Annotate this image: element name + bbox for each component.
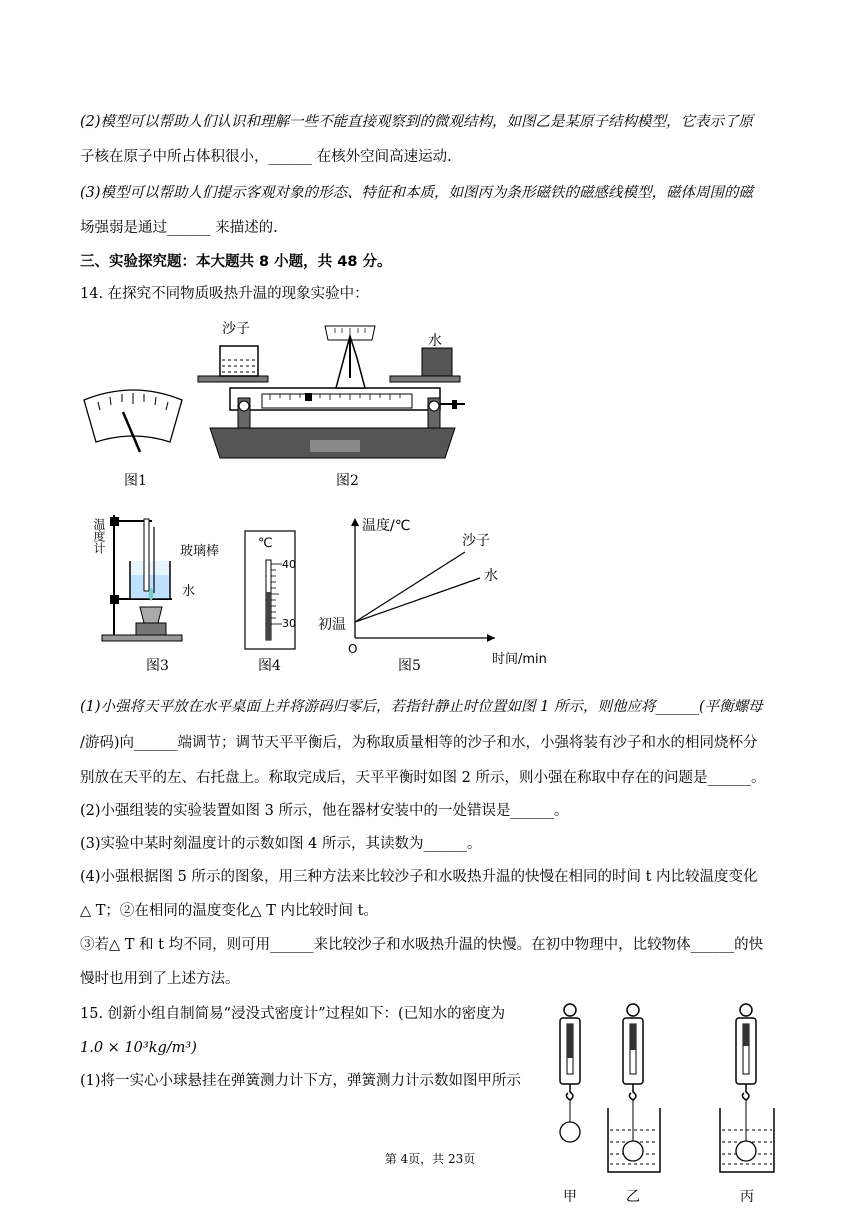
q14-title: 14. 在探究不同物质吸热升温的现象实验中：	[80, 286, 369, 302]
scale-yi	[608, 1004, 660, 1172]
q14-part4-line1: (4)小强根据图 5 所示的图象，用三种方法来比较沙子和水吸热升温的快慢在相同的时间 t 内比较温度变化	[80, 869, 758, 885]
scale-jia	[560, 1004, 580, 1142]
figure-3-water-label: 水	[182, 584, 196, 599]
figure-2-caption: 图2	[336, 473, 359, 489]
figure-1-caption: 图1	[124, 473, 147, 489]
q14-part1-line1: (1)小强将天平放在水平桌面上并将游码归零后，若指针静止时位置如图 1 所示，则他应将______(平衡螺母	[80, 699, 763, 715]
figure-spring-scales	[548, 996, 788, 1176]
q13-part2-line2: 子核在原子中所占体积很小，______ 在核外空间高速运动.	[80, 149, 452, 165]
figure-5-sand-label: 沙子	[462, 533, 490, 549]
q14-part1-line2: /游码)向______端调节；调节天平平衡后，为称取质量相等的沙子和水，小强将装有沙子和水的相同烧杯分	[80, 735, 758, 751]
q15-line3: (1)将一实心小球悬挂在弹簧测力计下方，弹簧测力计示数如图甲所示	[80, 1073, 522, 1089]
figure-2-water-label: 水	[428, 333, 442, 349]
figure-5-x-label: 时间/min	[492, 652, 547, 667]
figure-4-tick-40: 40	[282, 558, 296, 571]
q14-part4-line2: △ T；②在相同的温度变化△ T 内比较时间 t。	[80, 903, 378, 919]
figure-3-apparatus	[92, 515, 192, 645]
water-line	[355, 578, 480, 622]
figure-5-initial-temp-label: 初温	[318, 617, 346, 633]
q13-part3-line2: 场强弱是通过______ 来描述的.	[80, 220, 278, 236]
figure-4-unit: ℃	[258, 536, 273, 551]
figure-yi-caption: 乙	[626, 1189, 640, 1205]
figure-3-caption: 图3	[146, 658, 169, 674]
q14-part4-line4: 慢时也用到了上述方法。	[80, 971, 240, 987]
q14-part3: (3)实验中某时刻温度计的示数如图 4 所示，其读数为______。	[80, 836, 482, 852]
figure-jia-caption: 甲	[563, 1189, 577, 1205]
q14-part2: (2)小强组装的实验装置如图 3 所示，他在器材安装中的一处错误是______。	[80, 803, 569, 819]
figure-3-rod-label: 玻璃棒	[180, 544, 220, 559]
figure-1-dial	[78, 380, 188, 455]
q13-part2-line1: (2)模型可以帮助人们认识和理解一些不能直接观察到的微观结构，如图乙是某原子结构模型，它表示了原	[80, 114, 754, 130]
section-heading: 三、实验探究题：本大题共 8 小题，共 48 分。	[80, 254, 392, 270]
scale-bing	[720, 1004, 774, 1172]
page-footer: 第 4页，共 23页	[384, 1152, 476, 1166]
q15-line2: 1.0 × 10³kg/m³)	[80, 1040, 197, 1056]
figure-5-y-label: 温度/℃	[362, 518, 411, 534]
figure-5-origin: O	[348, 642, 358, 656]
figure-5-water-label: 水	[484, 568, 498, 584]
figure-bing-caption: 丙	[740, 1189, 754, 1205]
q14-part1-line3: 别放在天平的左、右托盘上。称取完成后，天平平衡时如图 2 所示，则小强在称取中存在的问题是______。	[80, 770, 766, 786]
q15-line1: 15. 创新小组自制简易“浸没式密度计”过程如下：(已知水的密度为	[80, 1006, 506, 1022]
q13-part3-line1: (3)模型可以帮助人们提示客观对象的形态、特征和本质，如图丙为条形磁铁的磁感线模型，磁体周围的磁	[80, 185, 754, 201]
figure-3-thermometer-label: 温度计	[92, 518, 106, 554]
q14-part4-line3: ③若△ T 和 t 均不同，则可用______来比较沙子和水吸热升温的快慢。在初中物理中，比较物体______的快	[80, 937, 764, 953]
figure-2-sand-label: 沙子	[222, 321, 250, 337]
sand-line	[355, 552, 465, 622]
figure-4-tick-30: 30	[282, 617, 296, 630]
figure-4-caption: 图4	[258, 658, 281, 674]
figure-5-caption: 图5	[398, 658, 421, 674]
